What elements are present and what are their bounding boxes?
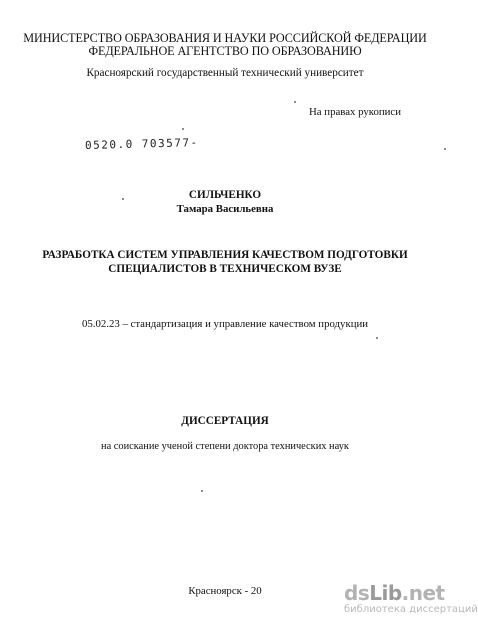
speck [444, 148, 446, 150]
speck [201, 490, 203, 492]
dslib-subtitle: библиотека диссертаций [344, 604, 478, 615]
ministry-line-2: ФЕДЕРАЛЬНОЕ АГЕНТСТВО ПО ОБРАЗОВАНИЮ [88, 44, 362, 58]
dslib-watermark [344, 581, 478, 616]
author-surname: СИЛЬЧЕНКО [188, 189, 262, 201]
document-kind: ДИССЕРТАЦИЯ [181, 415, 269, 427]
rights-note: На правах рукописи [309, 106, 401, 118]
degree-line: на соискание ученой степени доктора технических наук [101, 441, 349, 452]
title-line-2: СПЕЦИАЛИСТОВ В ТЕХНИЧЕСКОМ ВУЗЕ [108, 263, 342, 275]
speck [294, 101, 296, 103]
ministry-line-1: МИНИСТЕРСТВО ОБРАЗОВАНИЯ И НАУКИ РОССИЙСКОЙ ФЕДЕРАЦИИ [23, 31, 427, 45]
registration-stamp: 0520.0 703577- [84, 136, 199, 152]
city-year: Красноярск - 20 [188, 585, 262, 597]
speck [182, 128, 184, 130]
specialty: 05.02.23 – стандартизация и управление качеством продукции [81, 318, 369, 330]
university-name: Красноярский государственный технический университет [86, 67, 364, 79]
title-line-1: РАЗРАБОТКА СИСТЕМ УПРАВЛЕНИЯ КАЧЕСТВОМ ПОДГОТОВКИ [42, 249, 408, 261]
dslib-logo: dsLib.net [344, 581, 445, 605]
speck [122, 198, 124, 200]
author-name: Тамара Васильевна [176, 203, 274, 215]
speck [376, 337, 378, 339]
